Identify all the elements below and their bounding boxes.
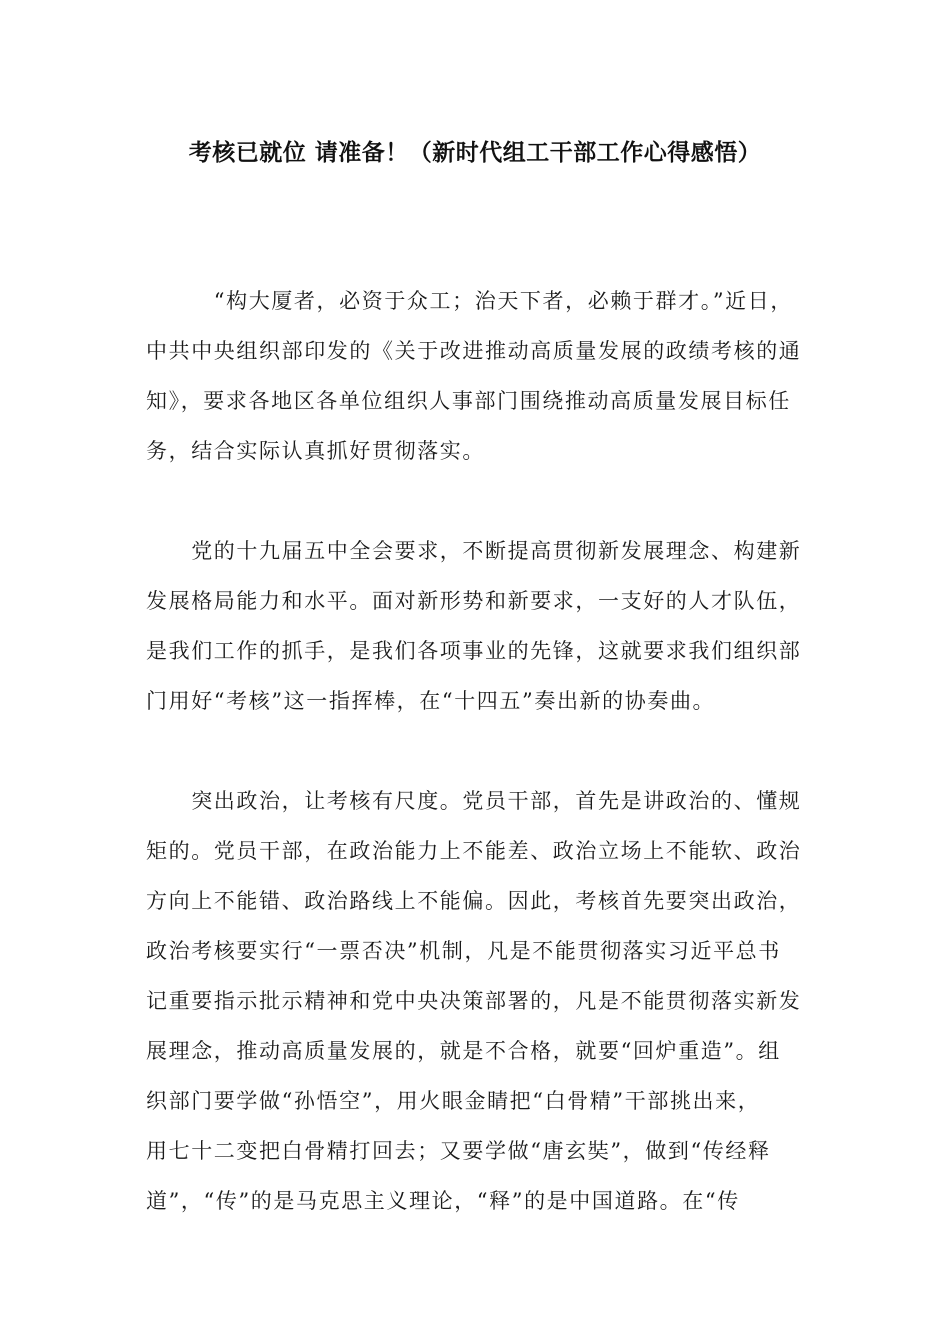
- paragraph-line: 务，结合实际认真抓好贯彻落实。: [146, 439, 485, 463]
- paragraph-line: 织部门要学做“孙悟空”，用火眼金睛把“白骨精”干部挑出来，: [146, 1089, 761, 1113]
- paragraph-line: 政治考核要实行“一票否决”机制，凡是不能贯彻落实习近平总书: [146, 939, 781, 963]
- paragraph-line: 发展格局能力和水平。面对新形势和新要求，一支好的人才队伍，: [146, 589, 802, 613]
- paragraph-line: 道”，“传”的是马克思主义理论，“释”的是中国道路。在“传: [146, 1189, 740, 1213]
- paragraph-line: 中共中央组织部印发的《关于改进推动高质量发展的政绩考核的通: [146, 339, 802, 363]
- paragraph-line: 是我们工作的抓手，是我们各项事业的先锋，这就要求我们组织部: [146, 639, 802, 663]
- paragraph-line: 党的十九届五中全会要求，不断提高贯彻新发展理念、构建新: [146, 539, 802, 563]
- paragraph-line: 知》，要求各地区各单位组织人事部门围绕推动高质量发展目标任: [146, 389, 791, 413]
- paragraph-2: [146, 526, 806, 726]
- paragraph-line: 突出政治，让考核有尺度。党员干部，首先是讲政治的、懂规: [146, 789, 802, 813]
- paragraph-line: 展理念，推动高质量发展的，就是不合格，就要“回炉重造”。组: [146, 1039, 781, 1063]
- document-title: 考核已就位 请准备！（新时代组工干部工作心得感悟）: [188, 140, 762, 166]
- paragraph-3: [146, 776, 806, 1226]
- paragraph-1: [146, 276, 806, 476]
- paragraph-line: 门用好“考核”这一指挥棒，在“十四五”奏出新的协奏曲。: [146, 689, 716, 713]
- paragraph-line: 矩的。党员干部，在政治能力上不能差、政治立场上不能软、政治: [146, 839, 802, 863]
- paragraph-line: 用七十二变把白骨精打回去；又要学做“唐玄奘”，做到“传经释: [146, 1139, 771, 1163]
- paragraph-line: 方向上不能错、政治路线上不能偏。因此，考核首先要突出政治，: [146, 889, 802, 913]
- paragraph-line: “构大厦者，必资于众工；治天下者，必赖于群才。”近日，: [146, 289, 793, 313]
- paragraph-line: 记重要指示批示精神和党中央决策部署的，凡是不能贯彻落实新发: [146, 989, 802, 1013]
